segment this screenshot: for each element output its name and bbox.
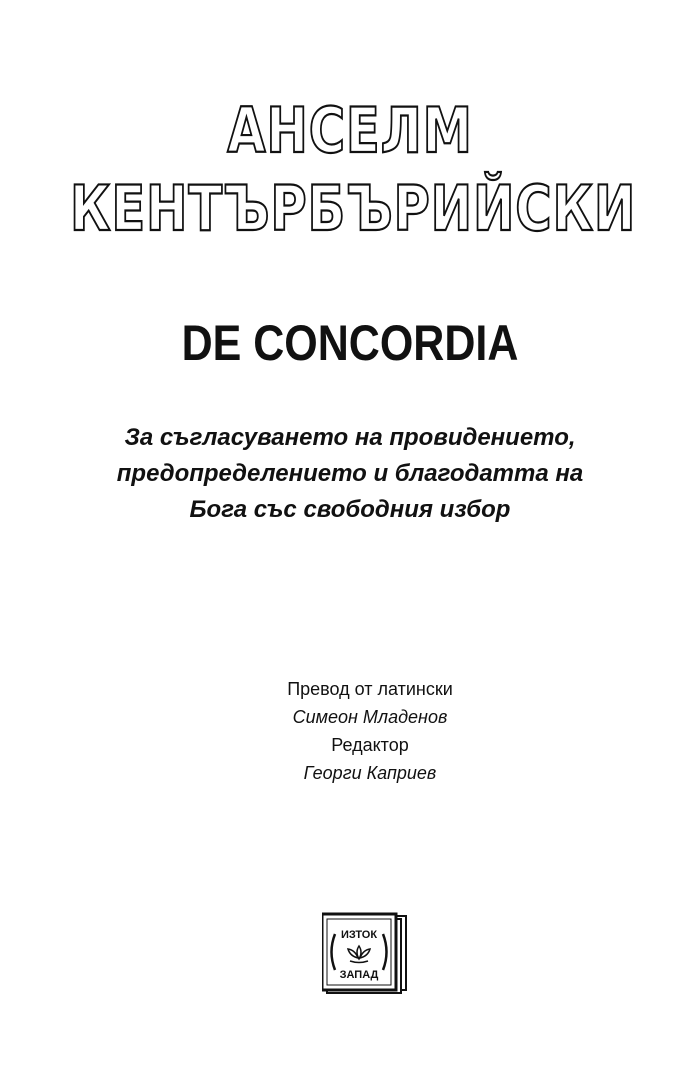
credits-block: [0, 675, 700, 787]
book-title: DE CONCORDIA: [181, 315, 519, 371]
logo-bottom-text: ЗАПАД: [339, 969, 379, 981]
publisher-logo: [322, 912, 414, 994]
author-name-line-1: АНСЕЛМ: [227, 94, 473, 167]
author-name-line-2: КЕНТЪРБЪРИЙСКИ: [70, 172, 637, 245]
logo-top-text: ИЗТОК: [340, 929, 378, 941]
book-subtitle: [0, 420, 700, 528]
subtitle-line-2: предопределението и благодатта на: [116, 460, 584, 487]
editor-name: Георги Каприев: [303, 763, 437, 783]
translation-label: Превод от латински: [287, 679, 453, 699]
subtitle-line-1: За съгласуването на провидението,: [124, 424, 576, 451]
translator-name: Симеон Младенов: [292, 707, 448, 727]
subtitle-line-3: Бога със свободния избор: [189, 496, 511, 523]
editor-label: Редактор: [331, 735, 409, 755]
